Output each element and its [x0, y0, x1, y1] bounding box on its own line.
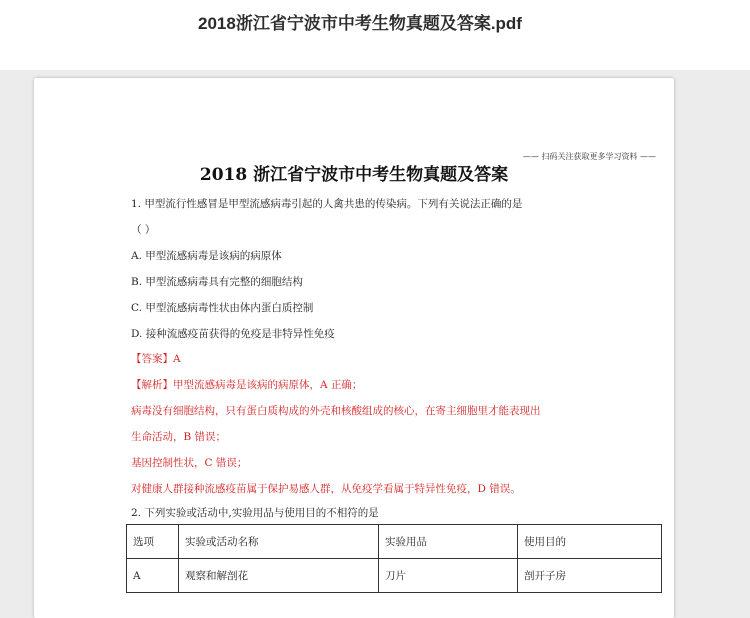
table-header-row — [127, 525, 662, 559]
pdf-page — [34, 78, 674, 618]
viewer-toolbar — [0, 0, 750, 70]
analysis-line: 【解析】甲型流感病毒是该病的病原体，A 正确； — [131, 379, 363, 391]
option-c: C. 甲型流感病毒性状由体内蛋白质控制 — [131, 302, 314, 314]
analysis-line: 对健康人群接种流感疫苗属于保护易感人群，从免疫学看属于特异性免疫，D 错误。 — [131, 483, 521, 495]
table-cell: 刀片 — [379, 559, 518, 593]
analysis-line: 生命活动，B 错误； — [131, 431, 227, 443]
table-cell: 观察和解剖花 — [179, 559, 379, 593]
document-title: 2018浙江省宁波市中考生物真题及答案.pdf — [198, 14, 522, 33]
analysis-line: 病毒没有细胞结构，只有蛋白质构成的外壳和核酸组成的核心，在寄主细胞里才能表现出 — [131, 405, 541, 417]
option-a: A. 甲型流感病毒是该病的病原体 — [131, 250, 282, 262]
table-header-cell: 实验用品 — [379, 525, 518, 559]
table-header-cell: 使用目的 — [518, 525, 662, 559]
table-cell: A — [127, 559, 179, 593]
question-2-stem: 2. 下列实验或活动中,实验用品与使用目的不相符的是 — [131, 507, 379, 519]
analysis-line: 基因控制性状，C 错误； — [131, 457, 248, 469]
answer-line: 【答案】A — [131, 353, 181, 365]
watermark-text: —— 扫码关注获取更多学习资料 —— — [522, 152, 656, 161]
paper-title: 2018 浙江省宁波市中考生物真题及答案 — [199, 165, 509, 185]
table-cell: 剖开子房 — [518, 559, 662, 593]
option-d: D. 接种流感疫苗获得的免疫是非特异性免疫 — [131, 328, 335, 340]
option-b: B. 甲型流感病毒具有完整的细胞结构 — [131, 276, 303, 288]
question-2-table — [126, 524, 662, 593]
question-1-paren: （ ） — [131, 224, 156, 236]
table-header-cell: 实验或活动名称 — [179, 525, 379, 559]
table-row — [127, 559, 662, 593]
question-1-stem: 1. 甲型流行性感冒是甲型流感病毒引起的人禽共患的传染病。下列有关说法正确的是 — [131, 198, 523, 210]
table-header-cell: 选项 — [127, 525, 179, 559]
